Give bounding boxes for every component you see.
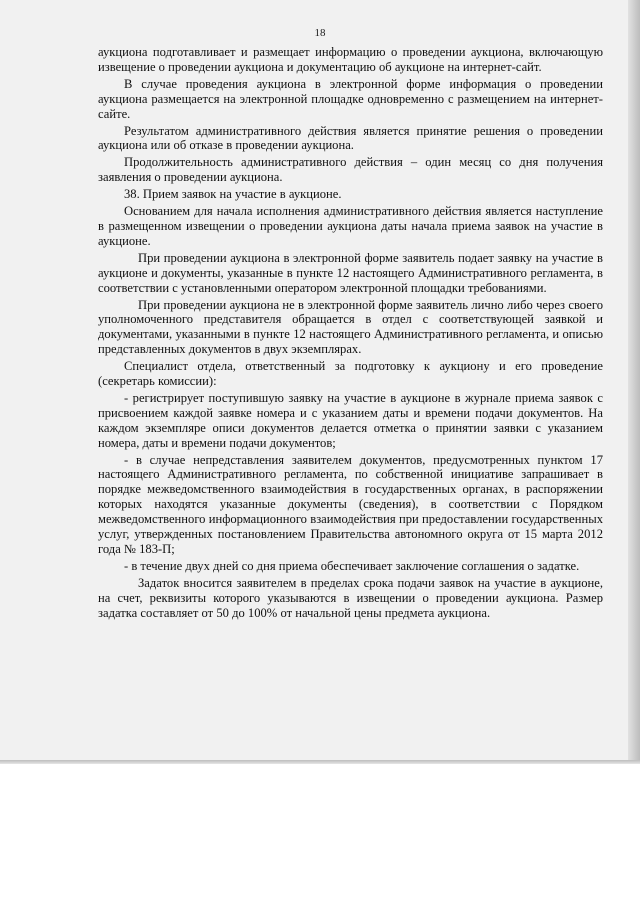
paragraph: В случае проведения аукциона в электронной форме информация о проведении аукциона размещается на электронной площадке одновременно с размещением на интернет-сайте. xyxy=(98,76,603,121)
paragraph: Результатом административного действия является принятие решения о проведении аукциона или об отказе в проведении аукциона. xyxy=(98,123,603,153)
paragraph: аукциона подготавливает и размещает информацию о проведении аукциона, включающую извещение о проведении аукциона и документацию об аукционе на интернет-сайт. xyxy=(98,45,603,74)
paragraph: При проведении аукциона не в электронной форме заявитель лично либо через своего уполномоченного представителя обращается в отдел с соответствующей заявкой и документами, указанными в пункте 12 настоящего Административного регламента, и описью представленных документов в двух экземплярах. xyxy=(98,297,603,357)
document-body xyxy=(98,45,603,623)
list-item: - в течение двух дней со дня приема обеспечивает заключение соглашения о задатке. xyxy=(124,558,580,573)
scan-bottom-edge xyxy=(0,760,640,764)
paragraph: При проведении аукциона в электронной форме заявитель подает заявку на участие в аукционе и документы, указанные в пункте 12 настоящего Административного регламента, в соответствии с установленными оператором электронной площадки требованиями. xyxy=(98,250,603,295)
paragraph: Задаток вносится заявителем в пределах срока подачи заявок на участие в аукционе, на счет, реквизиты которого указываются в извещении о проведении аукциона. Размер задатка составляет от 50 до 100% от начальной цены предмета аукциона. xyxy=(98,575,603,620)
page-number: 18 xyxy=(314,27,326,39)
scan-edge-shadow xyxy=(628,0,640,763)
paragraph: Продолжительность административного действия – один месяц со дня получения заявления о проведении аукциона. xyxy=(98,155,603,185)
paragraph: Основанием для начала исполнения административного действия является наступление в размещенном извещении о проведении аукциона даты начала приема заявок на участие в аукционе. xyxy=(98,204,603,248)
paragraph: Специалист отдела, ответственный за подготовку к аукциону и его проведение (секретарь комиссии): xyxy=(98,359,603,389)
list-item: - регистрирует поступившую заявку на участие в аукционе в журнале приема заявок с присвоением каждой заявке номера и с указанием даты и времени подачи документов. На каждом экземпляре описи документов делается отметка о принятии заявки с указанием номера, даты и времени подачи документов; xyxy=(98,390,603,450)
list-item: - в случае непредставления заявителем документов, предусмотренных пунктом 17 настоящего Административного регламента, по собственной инициативе запрашивает в порядке межведомственного взаимодействия в государственных органах, в распоряжении которых находятся указанные документы (сведения), в соответствии с Порядком межведомственного информационного взаимодействия при предоставлении государственных услуг, утвержденных постановлением Правительства автономного округа от 15 марта 2012 года № 183-П; xyxy=(98,452,603,556)
section-heading: 38. Прием заявок на участие в аукционе. xyxy=(124,187,342,202)
